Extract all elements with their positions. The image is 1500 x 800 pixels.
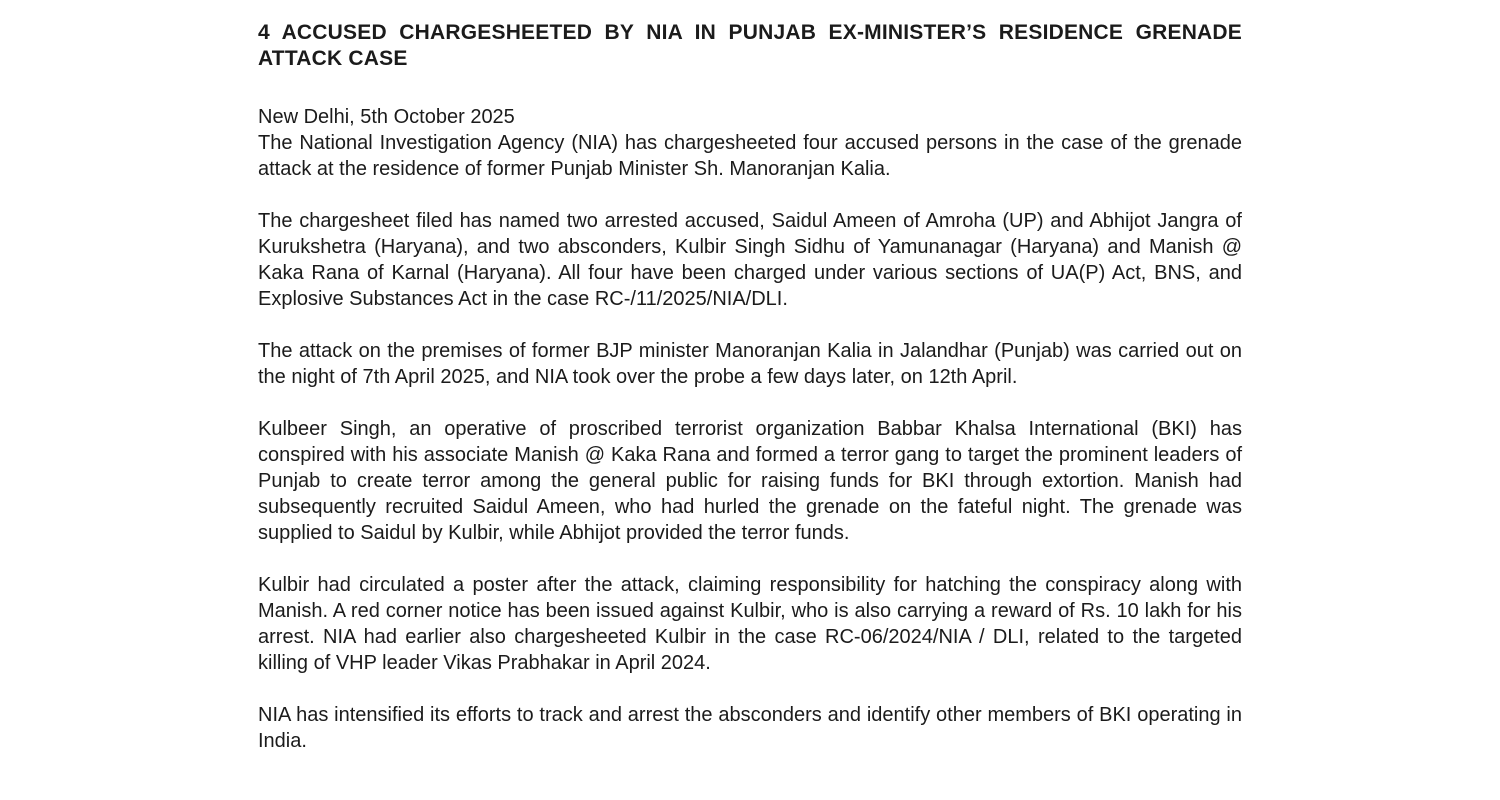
- paragraph-chargesheet-accused: The chargesheet filed has named two arrested accused, Saidul Ameen of Amroha (UP) and Abhijot Jangra of Kurukshetra (Haryana), and two absconders, Kulbir Singh Sidhu of Yamunanagar (Haryana) and Manish @ Kaka Rana of Karnal (Haryana). All four have been charged under various sections of UA(P) Act, BNS, and Explosive Substances Act in the case RC-/11/2025/NIA/DLI.: [258, 210, 1242, 310]
- press-release-document: [258, 0, 1242, 754]
- paragraph-attack-details: The attack on the premises of former BJP minister Manoranjan Kalia in Jalandhar (Punjab) was carried out on the night of 7th April 2025, and NIA took over the probe a few days later, on 12th April.: [258, 340, 1242, 388]
- document-title: 4 ACCUSED CHARGESHEETED BY NIA IN PUNJAB EX-MINISTER’S RESIDENCE GRENADE ATTACK CASE: [258, 21, 1242, 70]
- paragraph-conspiracy: Kulbeer Singh, an operative of proscribed terrorist organization Babbar Khalsa International (BKI) has conspired with his associate Manish @ Kaka Rana and formed a terror gang to target the prominent leaders of Punjab to create terror among the general public for raising funds for BKI through extortion. Manish had subsequently recruited Saidul Ameen, who had hurled the grenade on the fateful night. The grenade was supplied to Saidul by Kulbir, while Abhijot provided the terror funds.: [258, 418, 1242, 544]
- paragraph-intro: The National Investigation Agency (NIA) has chargesheeted four accused persons in the case of the grenade attack at the residence of former Punjab Minister Sh. Manoranjan Kalia.: [258, 132, 1242, 180]
- paragraph-closing: NIA has intensified its efforts to track and arrest the absconders and identify other members of BKI operating in India.: [258, 704, 1242, 752]
- paragraph-kulbir-notice: Kulbir had circulated a poster after the attack, claiming responsibility for hatching the conspiracy along with Manish. A red corner notice has been issued against Kulbir, who is also carrying a reward of Rs. 10 lakh for his arrest. NIA had earlier also chargesheeted Kulbir in the case RC-06/2024/NIA / DLI, related to the targeted killing of VHP leader Vikas Prabhakar in April 2024.: [258, 574, 1242, 674]
- dateline: New Delhi, 5th October 2025: [258, 106, 515, 128]
